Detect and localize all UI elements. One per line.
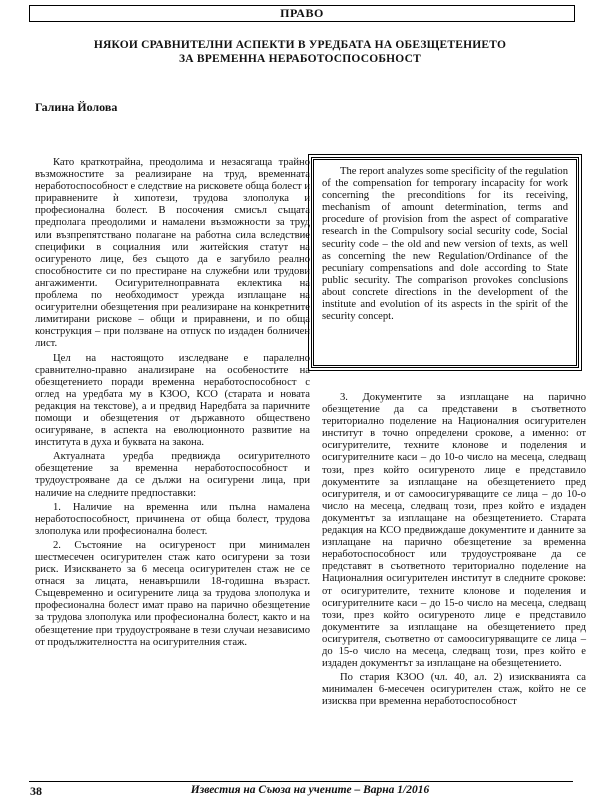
title-line-2: ЗА ВРЕМЕННА НЕРАБОТОСПОСОБНОСТ: [179, 53, 421, 65]
paragraph: По стария КЗОО (чл. 40, ал. 2) изискванията са минимален 6-месечен осигурителен стаж, който не се изисква при временна неработоспособност: [322, 672, 586, 708]
abstract-box: [311, 157, 579, 368]
article-title: [30, 38, 570, 66]
body-column-right: [322, 392, 586, 710]
paragraph: Цел на настоящото изследване е паралелно сравнително-правно анализиране на особеностите на обезщетението поради временна неработоспособност с оглед на уредбата му в КЗОО, КСО (старата и новата редакция на текстове), а и предвид Наредбата за паричните помощи и обезщетения от държавното обществено осигуряване, в аспекта на еволюционното развитие на института в духа и буквата на закона.: [35, 352, 310, 449]
page-number: 38: [30, 784, 42, 798]
section-header: ПРАВО: [29, 5, 575, 22]
title-line-1: НЯКОИ СРАВНИТЕЛНИ АСПЕКТИ В УРЕДБАТА НА ОБЕЗЩЕТЕНИЕТО: [93, 39, 507, 51]
paragraph: 3. Документите за изплащане на парично обезщетение да са представени в съответното териториално поделение на Националния осигурителен институт в точно определени срокове, а именно: от осигурителите, техните клонове и поделения и осигурителните каси – до 10-о число на месеца, следващ този, през който осигуреното лице е представило документите за изплащане на обезщетението пред осигурителя, и от самоосигуряващите се лица – до 10-о число на месеца, следващ този, през който е издаден документът за изплащане на обезщетението. Старата редакция на КСО предвиждаше документите и данните за изплащане на парично обезщетение за временна неработоспособност или трудоустрояване да се представят в съответното териториално поделение на Националния осигурителен институт в следните срокове: от осигурителите, техните клонове и поделения и осигурителните каси – до 15-о число на месеца, следващ този, през който осигуреното лице е представило документите за изплащане на обезщетението пред осигурителя, съответно от самоосигуряващите се лица – до 15-о число на месеца, следващ този, през който е издаден документът за изплащане на обезщетението.: [322, 392, 586, 670]
footer-divider: [29, 781, 573, 782]
paragraph: 2. Състояние на осигуреност при минимален шестмесечен осигурителен стаж като осигурени за този риск. Изискването за 6 месеца осигурителен стаж не се отнася за лицата, ненавършили 18-годишна възраст. Същевременно и осигурените лица за трудова злополука и професионална болест имат право на парично обезщетение за трудова злополука или професионална болест, както и на обезщетение при трудоустрояване в тези случаи независимо от продължителността на осигурителния стаж.: [35, 539, 310, 648]
journal-name: Известия на Съюза на учените – Варна 1/2016: [190, 784, 430, 796]
abstract-paragraph: The report analyzes some specificity of the regulation of the compensation for temporary incapacity for work concerning the preconditions for its receiving, mechanism of amount determination, terms and procedure of provision from the aspect of comparative research in the Compulsory social security code, Social security code – the old and new version of texts, as well as concerning the new Regulation/Ordinance of the pecuniary compensations and dole according to State public security. The comparison provokes conclusions about concrete directions in the development of the institute and evolution of its aspects in the spirit of the security concept.: [322, 166, 568, 323]
abstract-text: [314, 160, 576, 329]
author-name: Галина Йолова: [35, 100, 118, 114]
body-column-left: [35, 157, 310, 651]
paragraph: Актуалната уредба предвижда осигурителното обезщетение за временна неработоспособност и трудоустрояване да се дължи на осигурени лица, при наличие на следните предпоставки:: [35, 451, 310, 499]
paragraph: 1. Наличие на временна или пълна намалена неработоспособност, причинена от обща болест, трудова злополука или професионална болест.: [35, 501, 310, 537]
paragraph: Като краткотрайна, преодолима и незасягаща трайно възможностите за реализиране на труд, временната неработоспособност е следствие на рисковете обща болест и приравнените ѝ хипотези, трудова злополука и професионална болест. В посочения смисъл същата предполага преодолими и намалени възможности за труд или възпрепятствано полагане на работна сила вследствие специфики в социалния или житейския статут на осигуреното лице, без същото да е загубило реално способностите си по престиране на служебни или трудови ангажименти. Осигурителноправната еклектика на проблема по необходимост урежда изплащане на осигурителни обезщетения при реализиране на конкретните лимитирани рискове – общи и приравнени, и по обща конструкция – при ползване на отпуск по издаден болничен лист.: [35, 157, 311, 350]
